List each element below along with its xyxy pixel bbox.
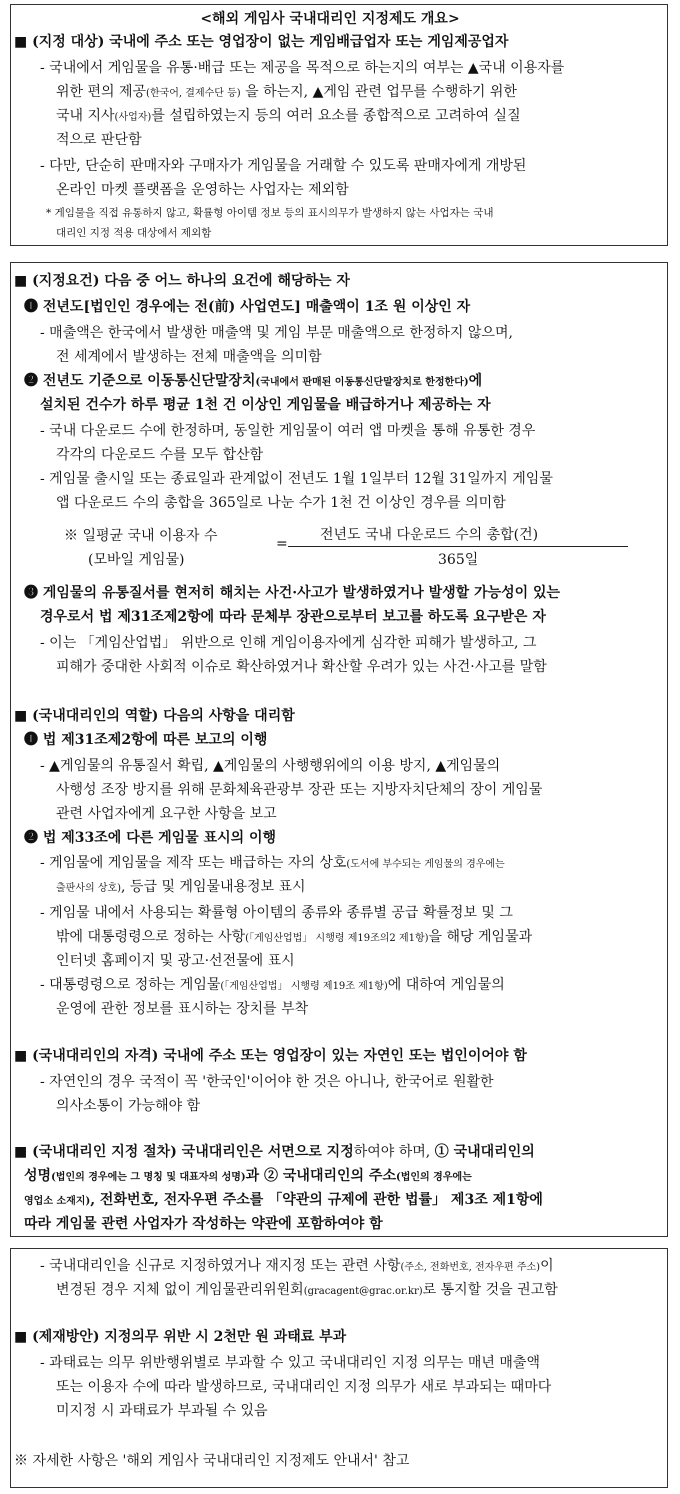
target-exclusion-line: 온라인 마켓 플랫폼을 운영하는 사업자는 제외함 xyxy=(56,182,349,198)
role-2-detail: - 게임물에 게임물을 제작 또는 배급하는 자의 상호(도서에 부수되는 게임물의 경우에는 xyxy=(40,855,505,871)
target-footnote: * 게임물을 직접 유통하지 않고, 확률형 아이템 정보 등의 표시의무가 발생하지 않는 사업자는 국내 xyxy=(46,207,494,219)
requirement-1-detail: - 매출액은 한국에서 발생한 매출액 및 게임 부문 매출액으로 한정하지 않으며, xyxy=(40,325,513,341)
requirement-2: ❷ 전년도 기준으로 이동통신단말장치(국내에서 판매된 이동통신단말장치로 한정한다)에 xyxy=(24,373,483,389)
role-2-detail: 운영에 관한 정보를 표시하는 장치를 부착 xyxy=(56,1001,309,1017)
role-1-detail: 관련 사업자에게 요구한 사항을 보고 xyxy=(56,806,277,822)
role-2-detail: - 게임물 내에서 사용되는 확률형 아이템의 종류와 종류별 공급 확률정보 및 그 xyxy=(40,905,513,921)
requirement-3: ❸ 게임물의 유통질서를 현저히 해치는 사건·사고가 발생하였거나 발생할 가능성이 있는 xyxy=(24,585,561,601)
target-detail-line: 국내 지사(사업자)를 설립하였는지 등의 여러 요소를 종합적으로 고려하여 실질 xyxy=(56,108,521,124)
procedure-line: 영업소 소재지), 전화번호, 전자우편 주소를 「약관의 규제에 관한 법률」 제3조 제1항에 xyxy=(24,1192,543,1208)
target-detail-line: 위한 편의 제공(한국어, 결제수단 등) 을 하는지, ▲게임 관련 업무를 수행하기 위한 xyxy=(56,84,517,100)
sanction-heading: ■ (제재방안) 지정의무 위반 시 2천만 원 과태료 부과 xyxy=(14,1329,347,1345)
role-2: ❷ 법 제33조에 다른 게임물 표시의 이행 xyxy=(24,830,277,846)
requirement-2-detail: 각각의 다운로드 수를 모두 합산함 xyxy=(56,447,264,463)
target-detail-line: - 국내에서 게임물을 유통·배급 또는 제공을 목적으로 하는지의 여부는 ▲국내 이용자를 xyxy=(40,60,565,76)
formula-fraction-bar xyxy=(288,546,628,547)
sanction-detail: - 과태료는 의무 위반행위별로 부과할 수 있고 국내대리인 지정 의무는 매년 매출액 xyxy=(40,1355,540,1371)
procedure-line: ■ (국내대리인 지정 절차) 국내대리인은 서면으로 지정하여야 하며, ① 국내대리인의 xyxy=(14,1144,535,1160)
requirement-2-detail: 앱 다운로드 수의 총합을 365일로 나눈 수가 1천 건 이상인 경우를 의미함 xyxy=(56,495,506,511)
notice-detail: - 국내대리인을 신규로 지정하였거나 재지정 또는 관련 사항(주소, 전화번호, 전자우편 주소)이 xyxy=(40,1258,554,1274)
role-2-detail: 인터넷 홈페이지 및 광고·선전물에 표시 xyxy=(56,953,295,969)
requirement-2: 설치된 건수가 하루 평균 1천 건 이상인 게임물을 배급하거나 제공하는 자 xyxy=(40,397,491,413)
requirements-heading: ■ (지정요건) 다음 중 어느 하나의 요건에 해당하는 자 xyxy=(14,273,350,289)
requirement-1: ❶ 전년도[법인인 경우에는 전(前) 사업연도] 매출액이 1조 원 이상인 자 xyxy=(24,299,471,315)
qualification-detail: - 자연인의 경우 국적이 꼭 '한국인'이어야 한 것은 아니나, 한국어로 원활한 xyxy=(40,1074,494,1090)
role-1-detail: 사행성 조장 방지를 위해 문화체육관광부 장관 또는 지방자치단체의 장이 게임물 xyxy=(56,782,543,798)
requirement-3-detail: 피해가 중대한 사회적 이슈로 확산하였거나 확산할 우려가 있는 사건·사고를 말함 xyxy=(56,659,547,675)
target-footnote: 대리인 지정 적용 대상에서 제외함 xyxy=(56,227,212,239)
role-2-detail: 밖에 대통령령으로 정하는 사항(「게임산업법」 시행령 제19조의2 제1항)을 해당 게임물과 xyxy=(56,929,533,945)
formula-lhs: ※ 일평균 국내 이용자 수 xyxy=(64,528,218,544)
formula-numerator: 전년도 국내 다운로드 수의 총합(건) xyxy=(320,527,539,543)
role-2-detail: - 대통령령으로 정하는 게임물(「게임산업법」 시행령 제19조 제1항)에 대하여 게임물의 xyxy=(40,977,505,993)
requirement-2-detail: - 게임물 출시일 또는 종료일과 관계없이 전년도 1월 1일부터 12월 31일까지 게임물 xyxy=(40,471,553,487)
target-exclusion-line: - 다만, 단순히 판매자와 구매자가 게임물을 거래할 수 있도록 판매자에게 개방된 xyxy=(40,158,527,174)
notice-detail: 변경된 경우 지체 없이 게임물관리위원회(gracagent@grac.or.kr)로 통지할 것을 권고함 xyxy=(56,1282,558,1298)
reference-note: ※ 자세한 사항은 '해외 게임사 국내대리인 지정제도 안내서' 참고 xyxy=(14,1453,410,1469)
formula-equals: = xyxy=(276,536,288,552)
qualification-detail: 의사소통이 가능해야 함 xyxy=(56,1098,201,1114)
qualification-heading: ■ (국내대리인의 자격) 국내에 주소 또는 영업장이 있는 자연인 또는 법인이어야 함 xyxy=(14,1048,527,1064)
formula-lhs: (모바일 게임물) xyxy=(88,552,185,568)
role-1-detail: - ▲게임물의 유통질서 확립, ▲게임물의 사행행위에의 이용 방지, ▲게임물의 xyxy=(40,758,501,774)
procedure-line: 성명(법인의 경우에는 그 명칭 및 대표자의 성명)과 ② 국내대리인의 주소(법인의 경우에는 xyxy=(24,1168,472,1184)
procedure-line: 따라 게임물 관련 사업자가 작성하는 약관에 포함하여야 함 xyxy=(24,1216,383,1232)
role-1: ❶ 법 제31조제2항에 따른 보고의 이행 xyxy=(24,732,268,748)
target-detail-line: 적으로 판단함 xyxy=(56,132,142,148)
requirement-2-detail: - 국내 다운로드 수에 한정하며, 동일한 게임물이 여러 앱 마켓을 통해 유통한 경우 xyxy=(40,423,536,439)
page-title: <해외 게임사 국내대리인 지정제도 개요> xyxy=(200,11,460,27)
role-2-detail: 출판사의 상호), 등급 및 게임물내용정보 표시 xyxy=(56,879,306,895)
roles-heading: ■ (국내대리인의 역할) 다음의 사항을 대리함 xyxy=(14,708,295,724)
requirement-3: 경우로서 법 제31조제2항에 따라 문체부 장관으로부터 보고를 하도록 요구받은 자 xyxy=(40,609,546,625)
sanction-detail: 미지정 시 과태료가 부과될 수 있음 xyxy=(56,1403,268,1419)
requirement-1-detail: 전 세계에서 발생하는 전체 매출액을 의미함 xyxy=(56,349,322,365)
target-heading: ■ (지정 대상) 국내에 주소 또는 영업장이 없는 게임배급업자 또는 게임제공업자 xyxy=(14,34,509,50)
requirement-3-detail: - 이는 「게임산업법」 위반으로 인해 게임이용자에게 심각한 피해가 발생하고, 그 xyxy=(40,635,537,651)
formula-denominator: 365일 xyxy=(438,552,479,568)
sanction-detail: 또는 이용자 수에 따라 발생하므로, 국내대리인 지정 의무가 새로 부과되는 때마다 xyxy=(56,1379,552,1395)
